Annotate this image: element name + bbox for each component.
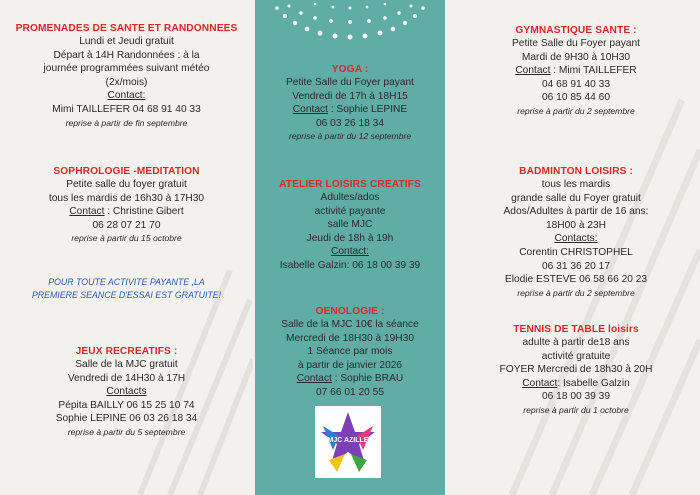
contact-label: Contacts:	[554, 233, 598, 245]
info-line: tous les mardis	[541, 179, 611, 190]
info-line: (2x/mois)	[105, 76, 148, 88]
promo-line: POUR TOUTE ACTIVITE PAYANTE ,LA	[48, 277, 205, 287]
section-title: JEUX RECREATIFS :	[75, 346, 178, 357]
contact-line: Corentin CHRISTOPHEL	[519, 246, 633, 258]
resume-date: reprise à partir de fin septembre	[65, 117, 188, 128]
contact-name: : Mimi TAILLEFER	[550, 65, 637, 77]
contact-label: Contact	[296, 373, 332, 385]
info-line: Vendredi de 17h à 18H15	[292, 90, 408, 102]
info-line: activité gratuite	[541, 350, 611, 362]
section-yoga	[255, 63, 445, 143]
contact-line: Isabelle Galzin: 06 18 00 39 39	[279, 259, 421, 271]
contact-line: 06 31 36 20 17	[542, 260, 610, 272]
contact-line	[255, 103, 445, 117]
phone: 06 18 00 39 39	[542, 391, 610, 403]
info-line: Ados/Adultes à partir de 16 ans:	[503, 206, 649, 218]
phone: 06 28 07 21 70	[92, 219, 161, 231]
phone: 06 10 85 44 60	[542, 92, 610, 104]
info-line: Mercredi de 18H30 à 19H30	[286, 332, 414, 344]
section-title: OENOLOGIE :	[315, 306, 385, 317]
contact-line: Sophie LEPINE 06 03 26 18 34	[55, 413, 198, 425]
section-title: GYMNASTIQUE SANTE :	[515, 25, 637, 36]
resume-date: reprise à partir du 5 septembre	[67, 426, 186, 437]
section-promenades	[0, 22, 253, 130]
contact-name: : Sophie LEPINE	[327, 104, 408, 116]
contact-label: Contact	[515, 65, 551, 77]
section-tennis	[452, 323, 700, 417]
phone: 07 66 01 20 55	[316, 386, 384, 398]
section-title: YOGA :	[331, 64, 369, 75]
contact-line: Mimi TAILLEFER 04 68 91 40 33	[52, 103, 201, 115]
info-line: grande salle du Foyer gratuit	[511, 192, 641, 204]
contact-line	[255, 372, 445, 386]
section-title: SOPHROLOGIE -MEDITATION	[53, 166, 200, 177]
contact-line: Pépita BAILLY 06 15 25 10 74	[58, 399, 195, 411]
contact-line: Elodie ESTEVE 06 58 66 20 23	[504, 274, 648, 286]
resume-date: reprise à partir du 15 octobre	[71, 233, 182, 244]
section-title: PROMENADES DE SANTE ET RANDONNEES	[15, 23, 238, 34]
phone: 04 68 91 40 33	[542, 78, 610, 90]
contact-line	[452, 377, 700, 391]
info-line: Jeudi de 18h à 19h	[306, 232, 394, 244]
right-column	[452, 0, 700, 495]
info-line: Mardi de 9H30 à 10H30	[521, 51, 631, 63]
resume-date: reprise à partir du 2 septembre	[517, 287, 635, 298]
info-line: Petite salle du foyer gratuit	[66, 179, 187, 190]
logo-text: MJC AZILLE	[327, 437, 369, 444]
contact-name: : Christine Gibert	[104, 206, 184, 218]
info-line: adulte à partir de18 ans	[522, 337, 630, 348]
section-jeux	[0, 345, 253, 439]
info-line: journée programmées suivant météo	[43, 63, 210, 75]
info-line: Salle de la MJC 10€ la séance	[281, 319, 419, 330]
contact-label: Contact	[522, 377, 558, 389]
contact-label: Contact:	[331, 246, 369, 258]
info-line: Petite Salle du Foyer payant	[286, 77, 414, 88]
section-sophrologie	[0, 165, 253, 245]
middle-panel	[255, 0, 445, 495]
section-atelier	[255, 178, 445, 273]
section-title: BADMINTON LOISIRS :	[519, 166, 633, 177]
resume-date: reprise à partir du 12 septembre	[288, 131, 412, 142]
contact-name: : Isabelle Galzin	[557, 377, 630, 389]
contact-label: Contact	[69, 206, 105, 218]
left-column	[0, 0, 253, 495]
info-line: à partir de janvier 2026	[297, 359, 403, 371]
promo-note	[0, 276, 253, 302]
section-oenologie	[255, 305, 445, 400]
resume-date: reprise à partir du 2 septembre	[517, 105, 635, 116]
info-line: Salle de la MJC gratuit	[75, 359, 178, 370]
info-line: activité payante	[314, 205, 386, 217]
info-line: Départ à 14H Randonnées : à la	[53, 49, 200, 61]
contact-label: Contacts	[106, 386, 147, 398]
info-line: Lundi et Jeudi gratuit	[79, 36, 174, 47]
section-badminton	[452, 165, 700, 300]
contact-name: : Sophie BRAU	[331, 373, 404, 385]
mjc-logo	[315, 406, 381, 478]
info-line: Vendredi de 14H30 à 17H	[67, 372, 186, 384]
info-line: Petite Salle du Foyer payant	[512, 38, 640, 49]
contact-label: Contact	[292, 104, 328, 116]
section-title: TENNIS DE TABLE loisirs	[513, 324, 639, 335]
info-line: Adultes/ados	[320, 192, 380, 203]
info-line: salle MJC	[327, 219, 373, 231]
dot-arc-decoration	[255, 0, 445, 60]
contact-line	[452, 64, 700, 78]
info-line: FOYER Mercredi de 18h30 à 20H	[499, 364, 653, 376]
info-line: 1 Séance par mois	[307, 346, 393, 358]
resume-date: reprise à partir du 1 octobre	[523, 404, 629, 415]
contact-line	[0, 205, 253, 219]
info-line: tous les mardis de 16h30 à 17H30	[48, 192, 205, 204]
section-title: ATELIER LOISIRS CREATIFS	[279, 179, 421, 190]
promo-line: PREMIERE SEANCE D'ESSAI EST GRATUITE!	[31, 290, 222, 300]
section-gym	[452, 24, 700, 118]
contact-label: Contact:	[107, 90, 146, 102]
phone: 06 03 26 18 34	[316, 117, 384, 129]
info-line: 18H00 à 23H	[545, 219, 607, 231]
